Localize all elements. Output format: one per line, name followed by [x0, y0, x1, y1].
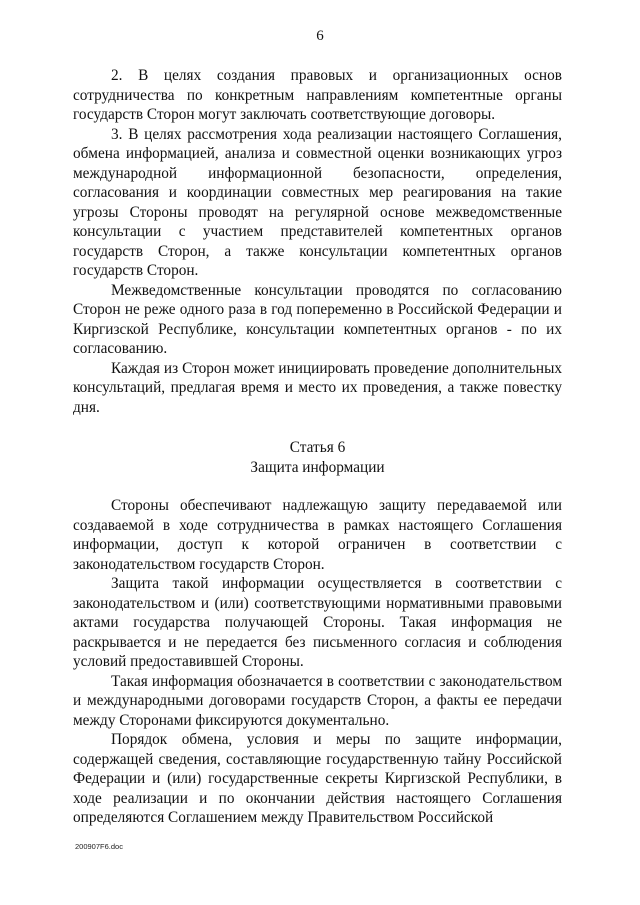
paragraph-protection-legislation: Защита такой информации осуществляется в соответствии с законодательством и (или) соответствующими нормативными правовыми актами государства получающей Стороны. Такая информация не раскрывается и не передается без письменного согласия и соблюдения условий предоставившей Стороны. — [73, 575, 562, 670]
article-title: Защита информации — [250, 458, 385, 476]
footer-file-code: 200907F6.doc — [75, 842, 123, 851]
paragraph-additional-consultations: Каждая из Сторон может инициировать проведение дополнительных консультаций, предлагая время и место их проведения, а также повестку дня. — [73, 359, 562, 416]
page-number: 6 — [316, 28, 324, 44]
article-number: Статья 6 — [289, 439, 346, 456]
paragraph-state-secrets: Порядок обмена, условия и меры по защите информации, содержащей сведения, составляющие государственную тайну Российской Федерации и (или) государственные секреты Киргизской Республики, в ходе реализации и по окончании действия настоящего Соглашения определяются Соглашением между Правительством Российской — [73, 731, 562, 826]
document-body — [73, 66, 562, 828]
paragraph-information-marking: Такая информация обозначается в соответствии с законодательством и международными договорами государств Сторон, а факты ее передачи между Сторонами фиксируются документально. — [73, 672, 562, 729]
paragraph-consultations: 3. В целях рассмотрения хода реализации настоящего Соглашения, обмена информацией, анализа и совместной оценки возникающих угроз международной информационной безопасности, определения, согласования и координации совместных мер реагирования на такие угрозы Стороны проводят на регулярной основе межведомственные консультации с участием представителей компетентных органов государств Сторон, а также консультации компетентных органов государств Сторон. — [73, 125, 562, 279]
paragraph-consultation-schedule: Межведомственные консультации проводятся по согласованию Сторон не реже одного раза в год попеременно в Российской Федерации и Киргизской Республике, консультации компетентных органов - по их согласованию. — [73, 281, 562, 357]
paragraph-cooperation-agreements: 2. В целях создания правовых и организационных основ сотрудничества по конкретным направлениям компетентные органы государств Сторон могут заключать соответствующие договоры. — [73, 67, 562, 123]
paragraph-information-protection: Стороны обеспечивают надлежащую защиту передаваемой или создаваемой в ходе сотрудничества в рамках настоящего Соглашения информации, доступ к которой ограничен в соответствии с законодательством государств Сторон. — [73, 497, 562, 573]
